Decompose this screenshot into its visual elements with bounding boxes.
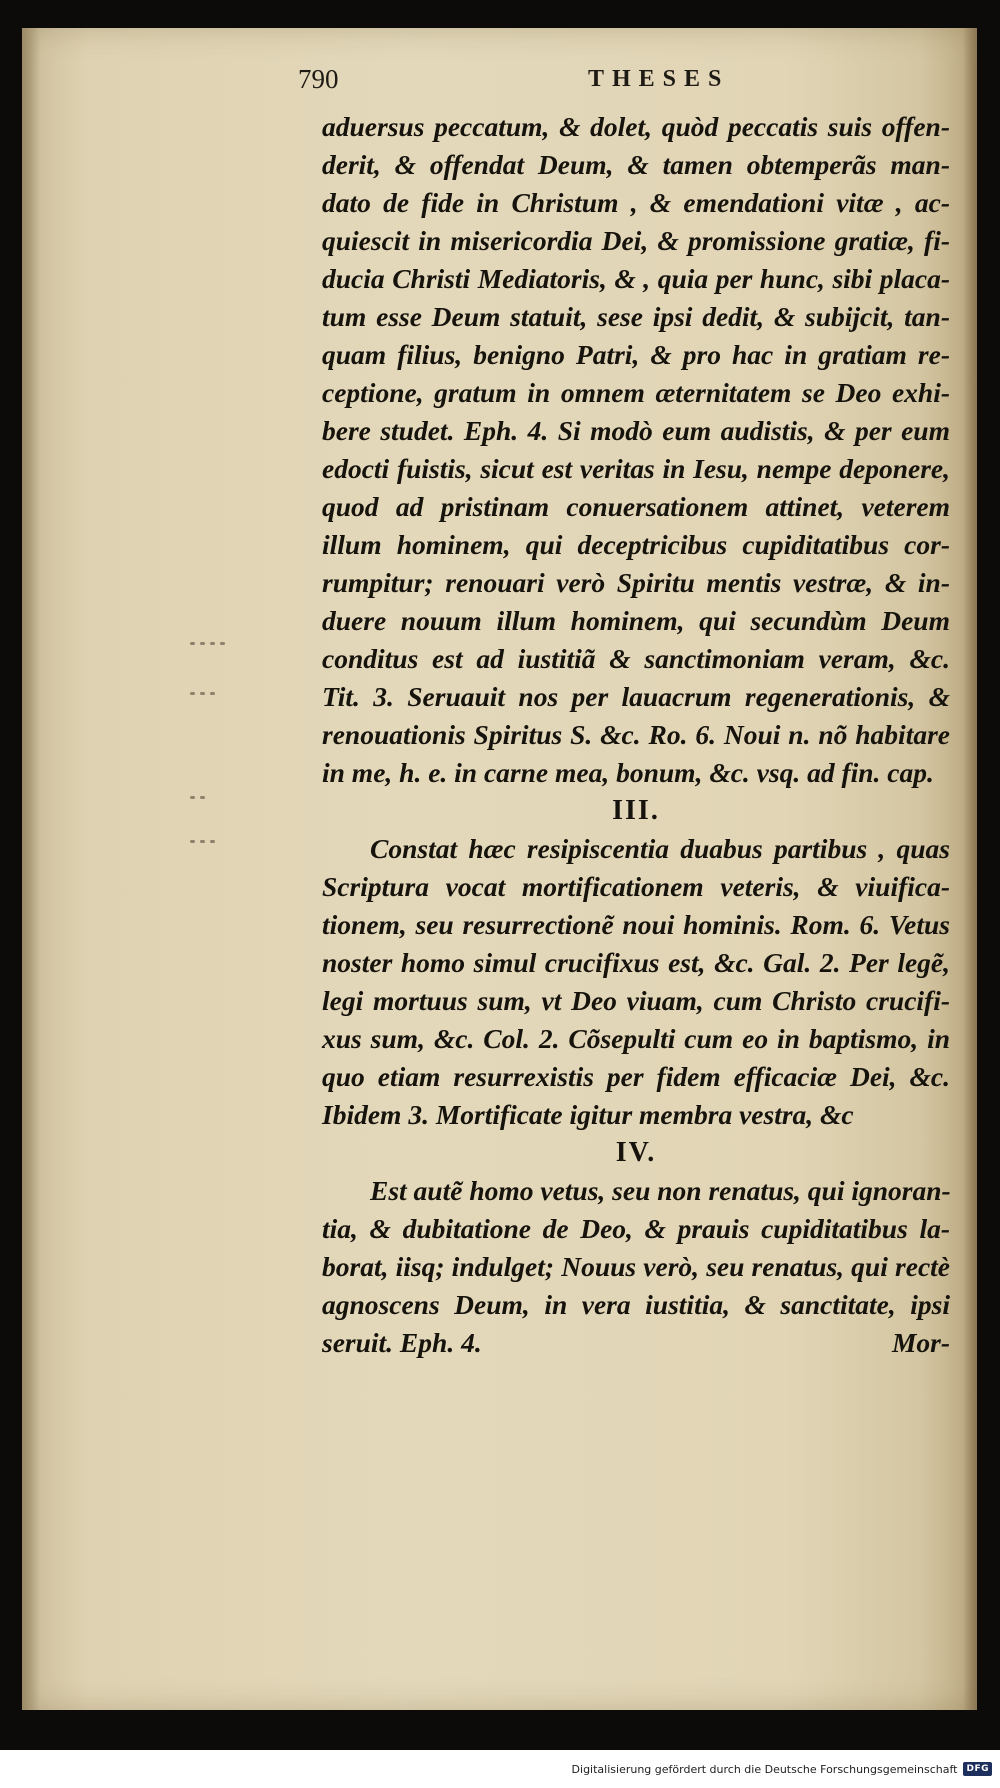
text-line: legi mortuus sum, vt Deo viuam, cum Christo crucifi- bbox=[322, 985, 950, 1016]
page-number: 790 bbox=[298, 64, 339, 94]
text-line: seruit. Eph. 4. bbox=[322, 1327, 482, 1358]
text-line: Tit. 3. Seruauit nos per lauacrum regenerationis, & bbox=[322, 681, 950, 712]
digitization-credit bbox=[572, 1758, 992, 1780]
page-gutter-shadow bbox=[22, 28, 40, 1710]
section-heading-4: IV. bbox=[615, 1137, 657, 1168]
text-line: ducia Christi Mediatoris, & , quia per hunc, sibi placa- bbox=[322, 263, 950, 294]
text-line: dato de fide in Christum , & emendationi vitæ , ac- bbox=[322, 187, 950, 218]
catchword: Mor- bbox=[891, 1327, 950, 1358]
text-line: tum esse Deum statuit, sese ipsi dedit, & subijcit, tan- bbox=[322, 301, 950, 332]
text-line: conditus est ad iustitiã & sanctimoniam veram, &c. bbox=[322, 643, 950, 674]
text-line: tia, & dubitatione de Deo, & prauis cupiditatibus la- bbox=[322, 1213, 950, 1244]
text-line: Constat hæc resipiscentia duabus partibus , quas bbox=[370, 833, 950, 864]
margin-annotation-mark bbox=[190, 828, 260, 836]
running-title: THESES bbox=[588, 66, 730, 92]
text-line: quod ad pristinam conuersationem attinet, veterem bbox=[322, 491, 950, 522]
margin-annotation-mark bbox=[190, 784, 260, 792]
final-line bbox=[322, 1324, 950, 1362]
text-line: borat, iisq; indulget; Nouus verò, seu renatus, qui rectè bbox=[322, 1251, 950, 1282]
credit-text: Digitalisierung gefördert durch die Deutsche Forschungsgemeinschaft bbox=[571, 1762, 958, 1776]
text-line: aduersus peccatum, & dolet, quòd peccatis suis offen- bbox=[322, 111, 950, 142]
text-line: duere nouum illum hominem, qui secundùm Deum bbox=[322, 605, 950, 636]
text-line: tionem, seu resurrectionẽ noui hominis. Rom. 6. Vetus bbox=[322, 909, 950, 940]
text-line: in me, h. e. in carne mea, bonum, &c. vsq. ad fin. cap. bbox=[322, 757, 934, 788]
section-heading-3: III. bbox=[612, 795, 660, 826]
text-line: ceptione, gratum in omnem æternitatem se Deo exhi- bbox=[322, 377, 950, 408]
margin-annotation-mark bbox=[190, 680, 260, 688]
text-line: quiescit in misericordia Dei, & promissione gratiæ, fi- bbox=[322, 225, 950, 256]
text-line: noster homo simul crucifixus est, &c. Gal. 2. Per legẽ, bbox=[322, 947, 950, 978]
text-line: illum hominem, qui deceptricibus cupiditatibus cor- bbox=[322, 529, 950, 560]
text-line: quam filius, benigno Patri, & pro hac in gratiam re- bbox=[322, 339, 950, 370]
text-line: Est autẽ homo vetus, seu non renatus, qui ignoran- bbox=[370, 1175, 951, 1206]
text-line: Scriptura vocat mortificationem veteris, & viuifica- bbox=[322, 871, 950, 902]
text-line: xus sum, &c. Col. 2. Cõsepulti cum eo in baptismo, in bbox=[322, 1023, 950, 1054]
text-line: quo etiam resurrexistis per fidem efficaciæ Dei, &c. bbox=[322, 1061, 950, 1092]
text-line: agnoscens Deum, in vera iustitia, & sanctitate, ipsi bbox=[322, 1289, 950, 1320]
main-text bbox=[322, 108, 950, 1362]
text-line: renouationis Spiritus S. &c. Ro. 6. Noui n. nõ habitare bbox=[322, 719, 950, 750]
text-line: rumpitur; renouari verò Spiritu mentis vestræ, & in- bbox=[322, 567, 950, 598]
margin-annotation-mark bbox=[190, 630, 260, 638]
text-line: Ibidem 3. Mortificate igitur membra vestra, &c bbox=[322, 1099, 854, 1130]
text-line: bere studet. Eph. 4. Si modò eum audistis, & per eum bbox=[322, 415, 950, 446]
page-edge-shadow bbox=[963, 28, 977, 1710]
text-line: derit, & offendat Deum, & tamen obtemperãs man- bbox=[322, 149, 950, 180]
dfg-logo-icon: DFG bbox=[963, 1762, 992, 1776]
running-head bbox=[298, 60, 958, 100]
text-line: edocti fuistis, sicut est veritas in Iesu, nempe deponere, bbox=[322, 453, 950, 484]
